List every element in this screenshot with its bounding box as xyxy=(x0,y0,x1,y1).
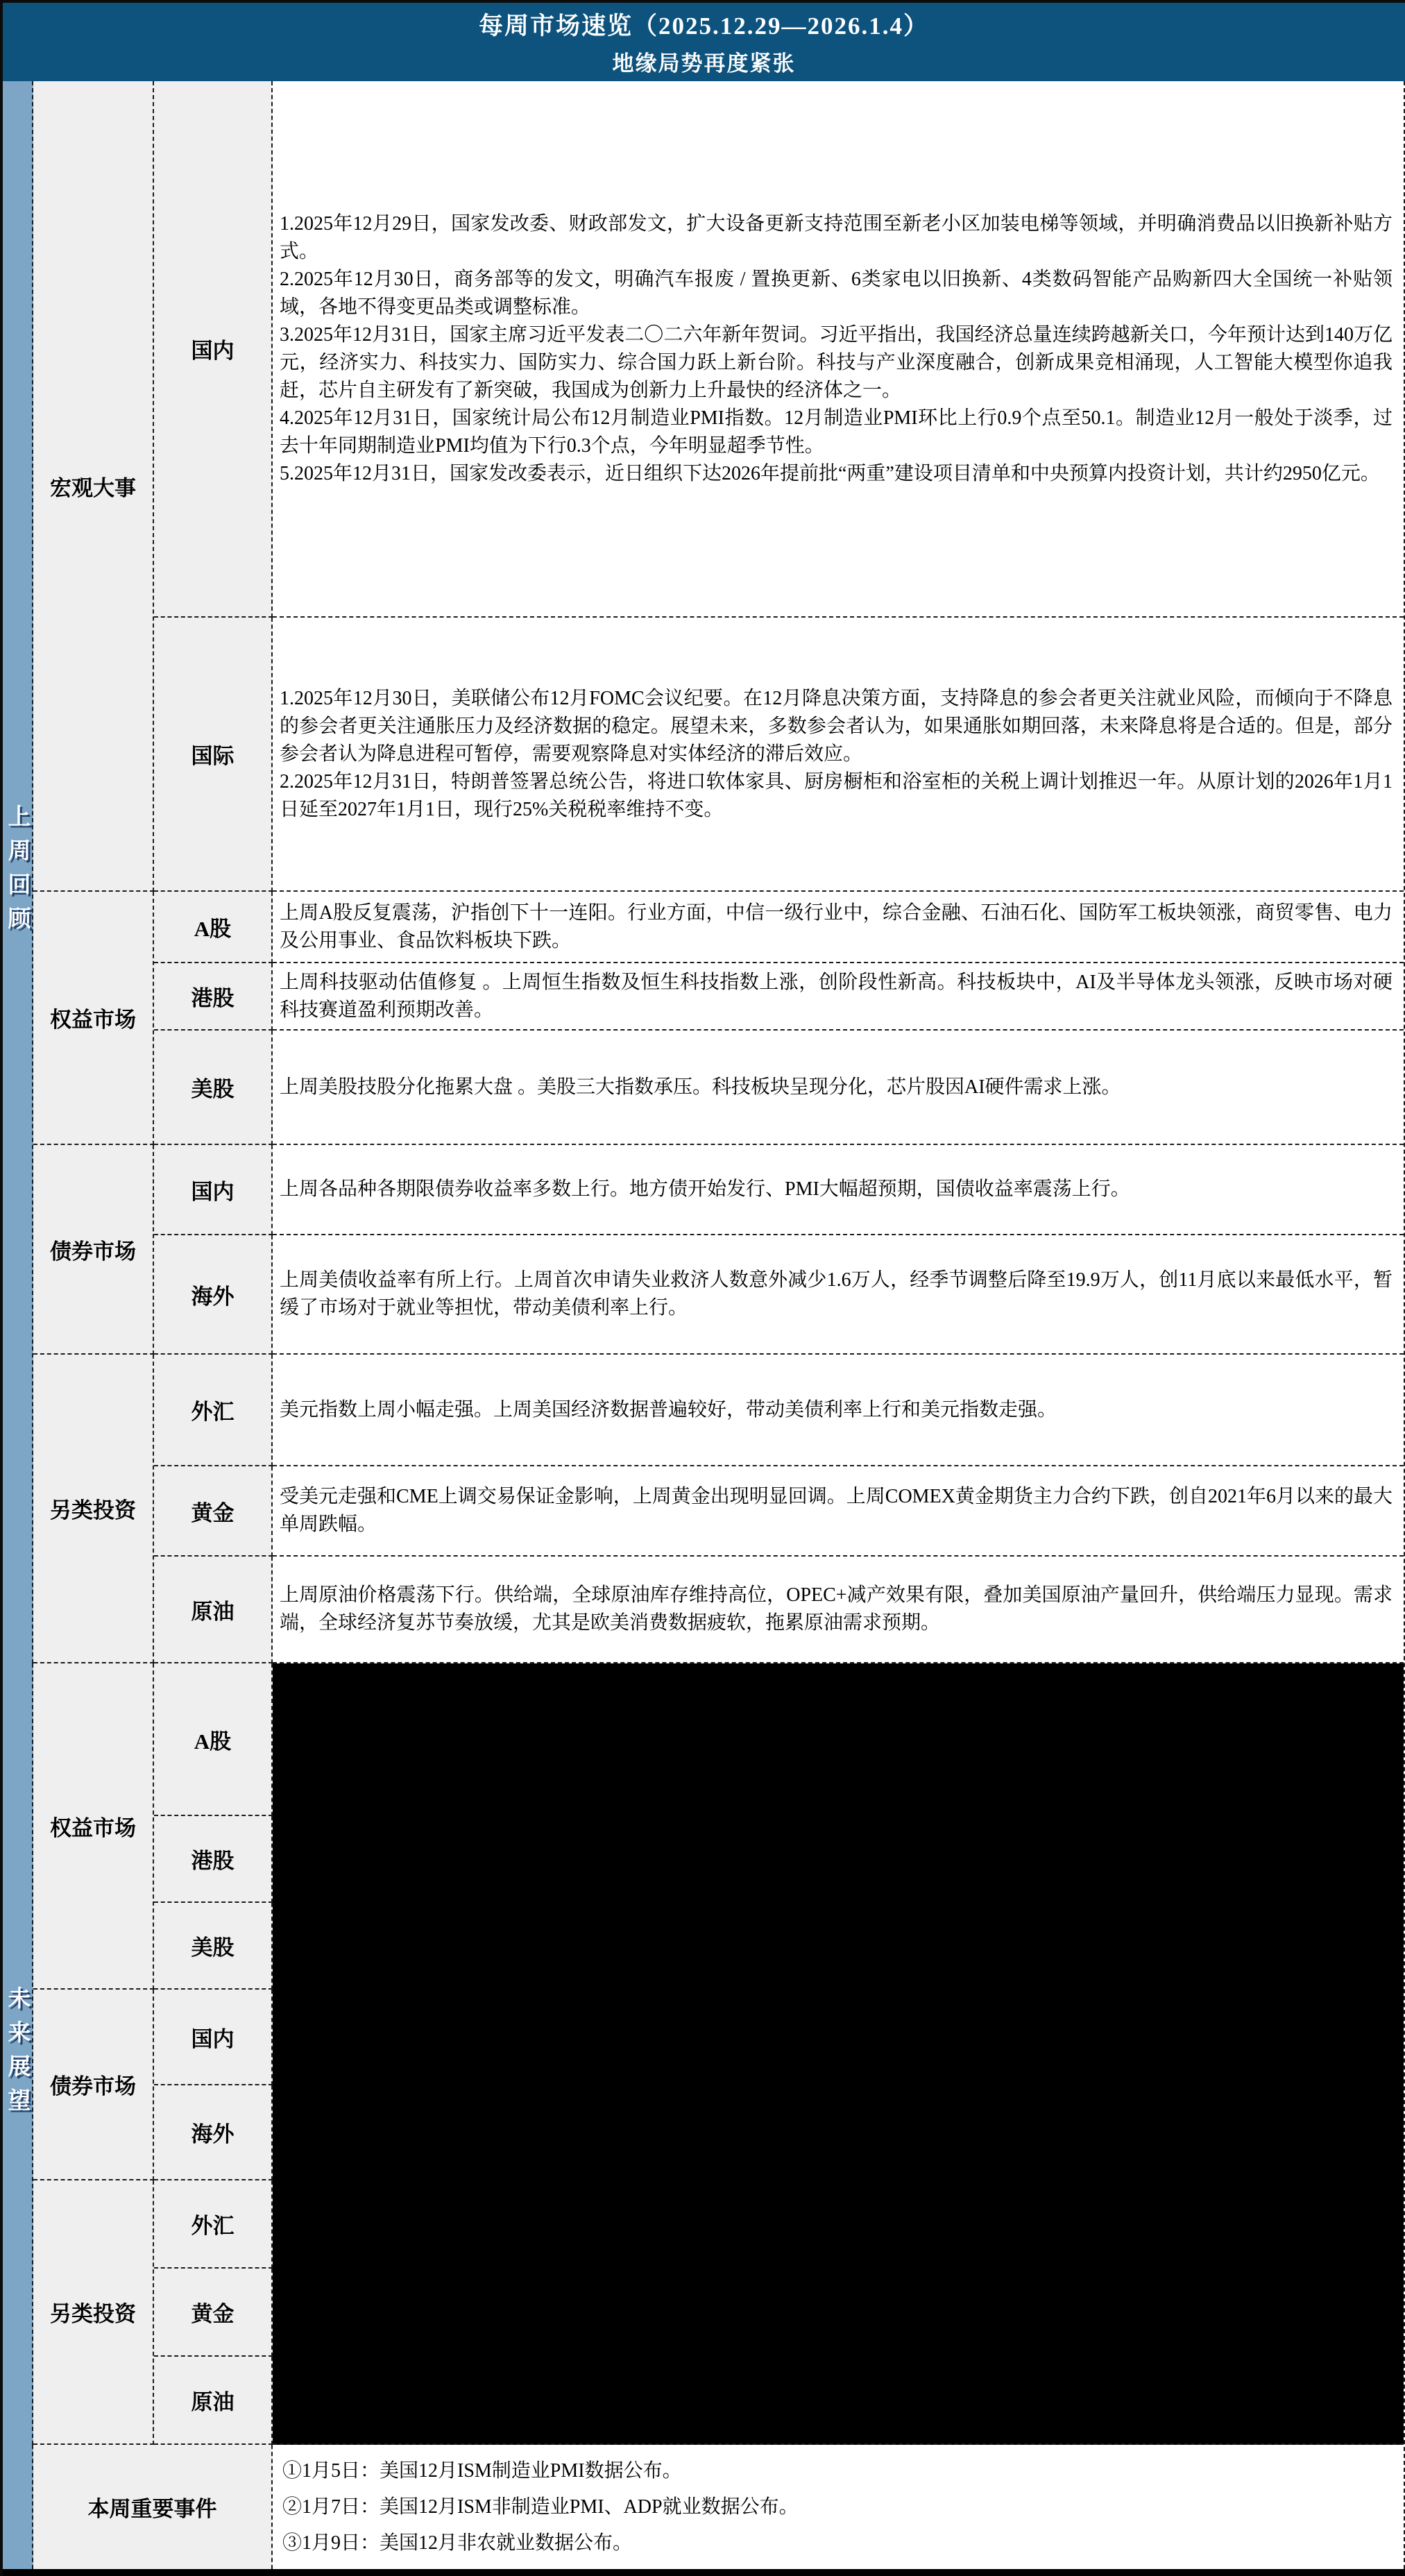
outlook-group-alt-label: 另类投资 xyxy=(33,2180,154,2445)
row-macro-international-label: 国际 xyxy=(154,618,273,892)
macro-international-item: 2.2025年12月31日，特朗普签署总统公告，将进口软体家具、厨房橱柜和浴室柜的关税上调计划推迟一年。从原计划的2026年1月1日延至2027年1月1日，现行25%关税税率维持不变。 xyxy=(280,770,1393,820)
row-bond-domestic xyxy=(154,1145,1404,1235)
row-equity-ashare-label: A股 xyxy=(154,892,273,963)
outlook-row-oil-label: 原油 xyxy=(154,2357,273,2445)
macro-domestic-item: 4.2025年12月31日，国家统计局公布12月制造业PMI指数。12月制造业PMI环比上行0.9个点至50.1。制造业12月一般处于淡季，过去十年同期制造业PMI均值为下行0.3个点，今年明显超季节性。 xyxy=(280,407,1393,457)
row-equity-us-label: 美股 xyxy=(154,1031,273,1145)
outlook-row-ashare-label: A股 xyxy=(154,1663,273,1816)
row-bond-overseas xyxy=(154,1235,1404,1355)
bottom-border-bar xyxy=(3,2569,1405,2576)
row-macro-domestic xyxy=(154,81,1404,618)
row-alt-fx-text xyxy=(273,1355,1404,1466)
outlook-group-bond xyxy=(33,1990,273,2180)
row-equity-us xyxy=(154,1031,1404,1145)
macro-domestic-item: 3.2025年12月31日，国家主席习近平发表二〇二六年新年贺词。习近平指出，我国经济总量连续跨越新关口，今年预计达到140万亿元，经济实力、科技实力、国防实力、综合国力跃上新台阶。科技与产业深度融合，创新成果竞相涌现，人工智能大模型你追我赶，芯片自主研发有了新突破，我国成为创新力上升最快的经济体之一。 xyxy=(280,323,1393,401)
row-equity-hk-text xyxy=(273,963,1404,1031)
outlook-row-hk-label: 港股 xyxy=(154,1816,273,1903)
row-bond-domestic-label: 国内 xyxy=(154,1145,273,1235)
report-body xyxy=(3,81,1405,2569)
outlook-row-fx xyxy=(154,2180,273,2269)
row-equity-ashare-text xyxy=(273,892,1404,963)
group-alt xyxy=(33,1355,1404,1663)
row-alt-oil-text xyxy=(273,1557,1404,1663)
bond-domestic-text: 上周各品种各期限债券收益率多数上行。地方债开始发行、PMI大幅超预期，国债收益率震荡上行。 xyxy=(280,1178,1130,1200)
row-equity-hk xyxy=(154,963,1404,1031)
row-macro-international-text xyxy=(273,618,1404,892)
row-macro-domestic-text xyxy=(273,81,1404,618)
group-equity-label: 权益市场 xyxy=(33,892,154,1145)
outlook-row-bond-overseas xyxy=(154,2085,273,2180)
row-alt-fx-label: 外汇 xyxy=(154,1355,273,1466)
macro-domestic-item: 1.2025年12月29日，国家发改委、财政部发文，扩大设备更新支持范围至新老小区加装电梯等领域，并明确消费品以旧换新补贴方式。 xyxy=(280,212,1393,262)
report-header xyxy=(3,3,1405,81)
sidebar-outlook-label: 未来展望 xyxy=(4,1986,30,2122)
report-grid xyxy=(33,81,1405,2569)
outlook-row-us xyxy=(154,1903,273,1990)
outlook-group-equity xyxy=(33,1663,273,1990)
event-item: ①1月5日：美国12月ISM制造业PMI数据公布。 xyxy=(282,2459,682,2482)
row-alt-gold-text xyxy=(273,1466,1404,1557)
sidebar-spacer xyxy=(3,2445,33,2569)
event-item: ②1月7日：美国12月ISM非制造业PMI、ADP就业数据公布。 xyxy=(282,2496,799,2518)
row-equity-us-text xyxy=(273,1031,1404,1145)
outlook-group-alt xyxy=(33,2180,273,2445)
outlook-row-us-label: 美股 xyxy=(154,1903,273,1990)
equity-us-text: 上周美股技股分化拖累大盘 。美股三大指数承压。科技板块呈现分化，芯片股因AI硬件需求上涨。 xyxy=(280,1076,1121,1098)
alt-oil-text: 上周原油价格震荡下行。供给端，全球原油库存维持高位，OPEC+减产效果有限，叠加美国原油产量回升，供给端压力显现。需求端，全球经济复苏节奏放缓，尤其是欧美消费数据疲软，拖累原油需求预期。 xyxy=(280,1584,1393,1634)
outlook-row-fx-label: 外汇 xyxy=(154,2180,273,2269)
row-alt-gold-label: 黄金 xyxy=(154,1466,273,1557)
macro-international-item: 1.2025年12月30日，美联储公布12月FOMC会议纪要。在12月降息决策方面，支持降息的参会者更关注就业风险，而倾向于不降息的参会者更关注通胀压力及经济数据的稳定。展望未来，多数参会者认为，如果通胀如期回落，未来降息将是合适的。但是，部分参会者认为降息进程可暂停，需要观察降息对实体经济的滞后效应。 xyxy=(280,687,1393,765)
events-content xyxy=(273,2445,1404,2569)
outlook-row-ashare xyxy=(154,1663,273,1816)
row-alt-oil xyxy=(154,1557,1404,1663)
group-equity xyxy=(33,892,1404,1145)
row-alt-fx xyxy=(154,1355,1404,1466)
sidebar-outlook xyxy=(3,1663,33,2445)
group-macro xyxy=(33,81,1404,892)
bond-overseas-text: 上周美债收益率有所上行。上周首次申请失业救济人数意外减少1.6万人，经季节调整后降至19.9万人，创11月底以来最低水平，暂缓了市场对于就业等担忧，带动美债利率上行。 xyxy=(280,1269,1393,1319)
redacted-content-block xyxy=(273,1663,1404,2445)
events-row xyxy=(33,2445,1404,2569)
outlook-row-gold xyxy=(154,2269,273,2357)
row-bond-overseas-label: 海外 xyxy=(154,1235,273,1355)
report-title: 每周市场速览（2025.12.29—2026.1.4） xyxy=(478,12,929,40)
macro-domestic-item: 2.2025年12月30日，商务部等的发文，明确汽车报废 / 置换更新、6类家电以旧换新、4类数码智能产品购新四大全国统一补贴领域，各地不得变更品类或调整标准。 xyxy=(280,268,1393,318)
outlook-row-gold-label: 黄金 xyxy=(154,2269,273,2357)
outlook-row-hk xyxy=(154,1816,273,1903)
outlook-row-bond-domestic xyxy=(154,1990,273,2085)
sidebar-last-week xyxy=(3,81,33,1663)
outlook-labels xyxy=(33,1663,273,2445)
row-equity-hk-label: 港股 xyxy=(154,963,273,1031)
outlook-group-equity-label: 权益市场 xyxy=(33,1663,154,1990)
group-alt-label: 另类投资 xyxy=(33,1355,154,1663)
outlook-row-bond-domestic-label: 国内 xyxy=(154,1990,273,2085)
group-bond-label: 债券市场 xyxy=(33,1145,154,1355)
section-outlook xyxy=(33,1663,1404,2445)
equity-ashare-text: 上周A股反复震荡，沪指创下十一连阳。行业方面，中信一级行业中，综合金融、石油石化、国防军工板块领涨，商贸零售、电力及公用事业、食品饮料板块下跌。 xyxy=(280,901,1393,951)
alt-fx-text: 美元指数上周小幅走强。上周美国经济数据普遍较好，带动美债利率上行和美元指数走强。 xyxy=(280,1398,1057,1421)
event-item: ③1月9日：美国12月非农就业数据公布。 xyxy=(282,2532,633,2554)
events-label: 本周重要事件 xyxy=(33,2445,273,2569)
group-macro-label: 宏观大事 xyxy=(33,81,154,892)
row-macro-domestic-label: 国内 xyxy=(154,81,273,618)
report-subtitle: 地缘局势再度紧张 xyxy=(612,51,796,76)
sidebar-last-week-label: 上周回顾 xyxy=(4,804,30,940)
section-sidebar xyxy=(3,81,33,2569)
row-alt-gold xyxy=(154,1466,1404,1557)
row-macro-international xyxy=(154,618,1404,892)
row-alt-oil-label: 原油 xyxy=(154,1557,273,1663)
alt-gold-text: 受美元走强和CME上调交易保证金影响，上周黄金出现明显回调。上周COMEX黄金期货主力合约下跌，创自2021年6月以来的最大单周跌幅。 xyxy=(280,1486,1393,1535)
outlook-row-bond-overseas-label: 海外 xyxy=(154,2085,273,2180)
row-equity-ashare xyxy=(154,892,1404,963)
outlook-group-bond-label: 债券市场 xyxy=(33,1990,154,2180)
equity-hk-text: 上周科技驱动估值修复 。上周恒生指数及恒生科技指数上涨，创阶段性新高。科技板块中，AI及半导体龙头领涨，反映市场对硬科技赛道盈利预期改善。 xyxy=(280,971,1393,1021)
outlook-row-oil xyxy=(154,2357,273,2445)
group-bond xyxy=(33,1145,1404,1355)
row-bond-overseas-text xyxy=(273,1235,1404,1355)
row-bond-domestic-text xyxy=(273,1145,1404,1235)
macro-domestic-item: 5.2025年12月31日，国家发改委表示，近日组织下达2026年提前批“两重”建设项目清单和中央预算内投资计划，共计约2950亿元。 xyxy=(280,462,1380,484)
